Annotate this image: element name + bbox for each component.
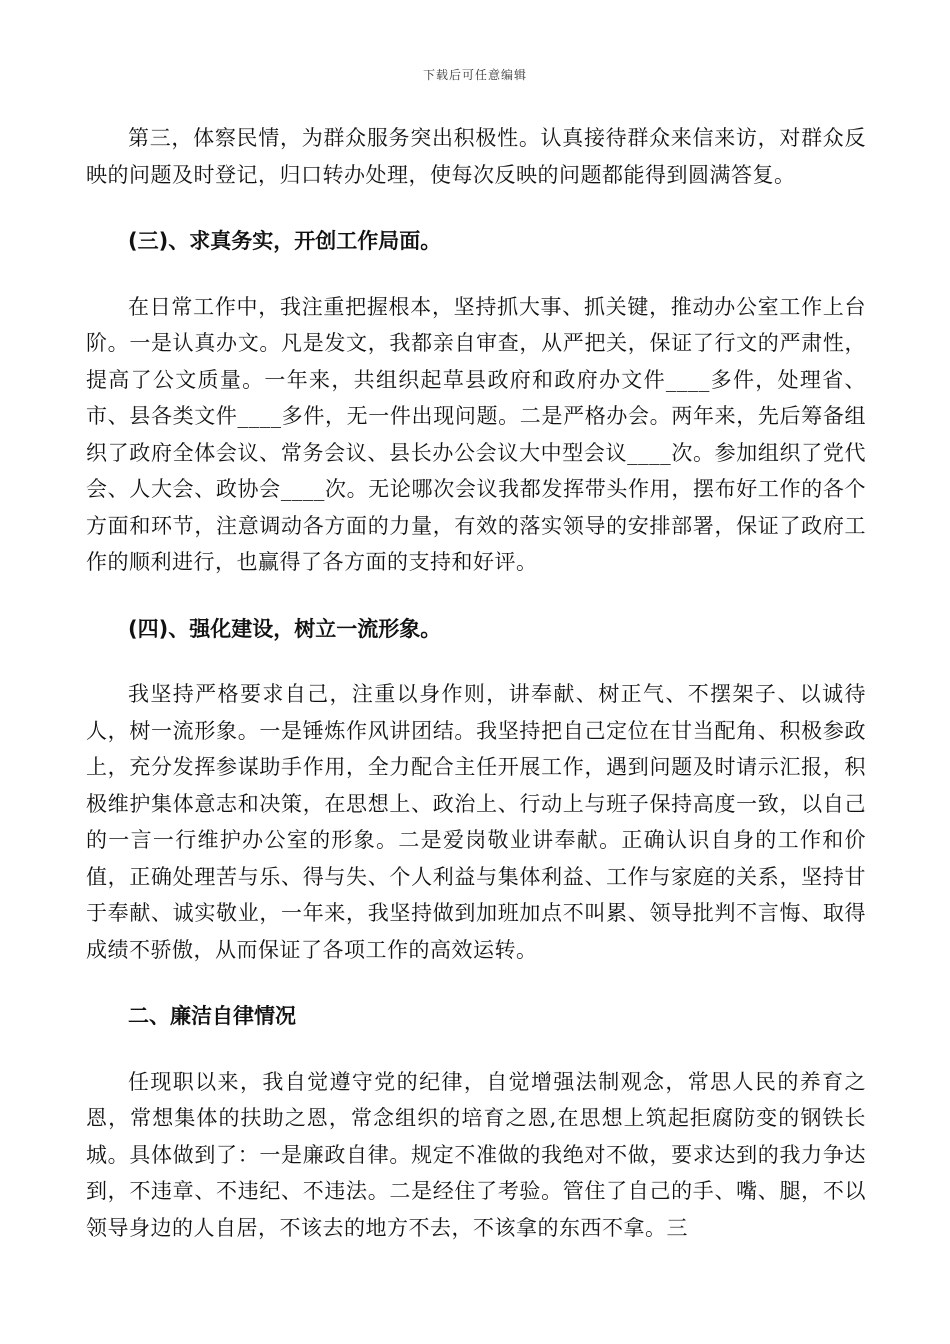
heading-section-4: (四)、强化建设，树立一流形象。 — [128, 616, 442, 641]
paragraph-self-discipline: 我坚持严格要求自己，注重以身作则，讲奉献、树正气、不摆架子、以诚待人，树一流形象。一是锤炼作风讲团结。我坚持把自己定位在甘当配角、积极参政上，充分发挥参谋助手作用，全力配合主任开展工作，遇到问题及时请示汇报，积极维护集体意志和决策，在思想上、政治上、行动上与班子保持高度一致，以自己的一言一行维护办公室的形象。二是爱岗敬业讲奉献。正确认识自身的工作和价值，正确处理苦与乐、得与失、个人利益与集体利益、工作与家庭的关系，坚持甘于奉献、诚实敬业，一年来，我坚持做到加班加点不叫累、领导批判不言悔、取得成绩不骄傲，从而保证了各项工作的高效运转。 — [86, 682, 866, 962]
paragraph-daily-work: 在日常工作中，我注重把握根本，坚持抓大事、抓关键，推动办公室工作上台阶。一是认真办文。凡是发文，我都亲自审查，从严把关，保证了行文的严肃性，提高了公文质量。一年来，共组织起草县政府和政府办文件____多件，处理省、市、县各类文件____多件，无一件出现问题。二是严格办会。两年来，先后筹备组织了政府全体会议、常务会议、县长办公会议大中型会议____次。参加组织了党代会、人大会、政协会____次。无论哪次会议我都发挥带头作用，摆布好工作的各个方面和环节，注意调动各方面的力量，有效的落实领导的安排部署，保证了政府工作的顺利进行，也赢得了各方面的支持和好评。 — [86, 294, 866, 574]
header-note: 下载后可任意编辑 — [422, 68, 527, 82]
paragraph-serve-public: 第三，体察民情，为群众服务突出积极性。认真接待群众来信来访，对群众反映的问题及时登记，归口转办处理，使每次反映的问题都能得到圆满答复。 — [86, 126, 866, 187]
document-body — [86, 120, 866, 1246]
heading-integrity: 二、廉洁自律情况 — [128, 1004, 296, 1028]
heading-section-3: (三)、求真务实，开创工作局面。 — [128, 229, 442, 253]
paragraph-integrity: 任现职以来，我自觉遵守党的纪律，自觉增强法制观念，常思人民的养育之恩，常想集体的扶助之恩，常念组织的培育之恩,在思想上筑起拒腐防变的钢铁长城。具体做到了：一是廉政自律。规定不准做的我绝对不做，要求达到的我力争达到，不违章、不违纪、不违法。二是经住了考验。管住了自己的手、嘴、腿，不以领导身边的人自居，不该去的地方不去，不该拿的东西不拿。三 — [86, 1069, 866, 1240]
